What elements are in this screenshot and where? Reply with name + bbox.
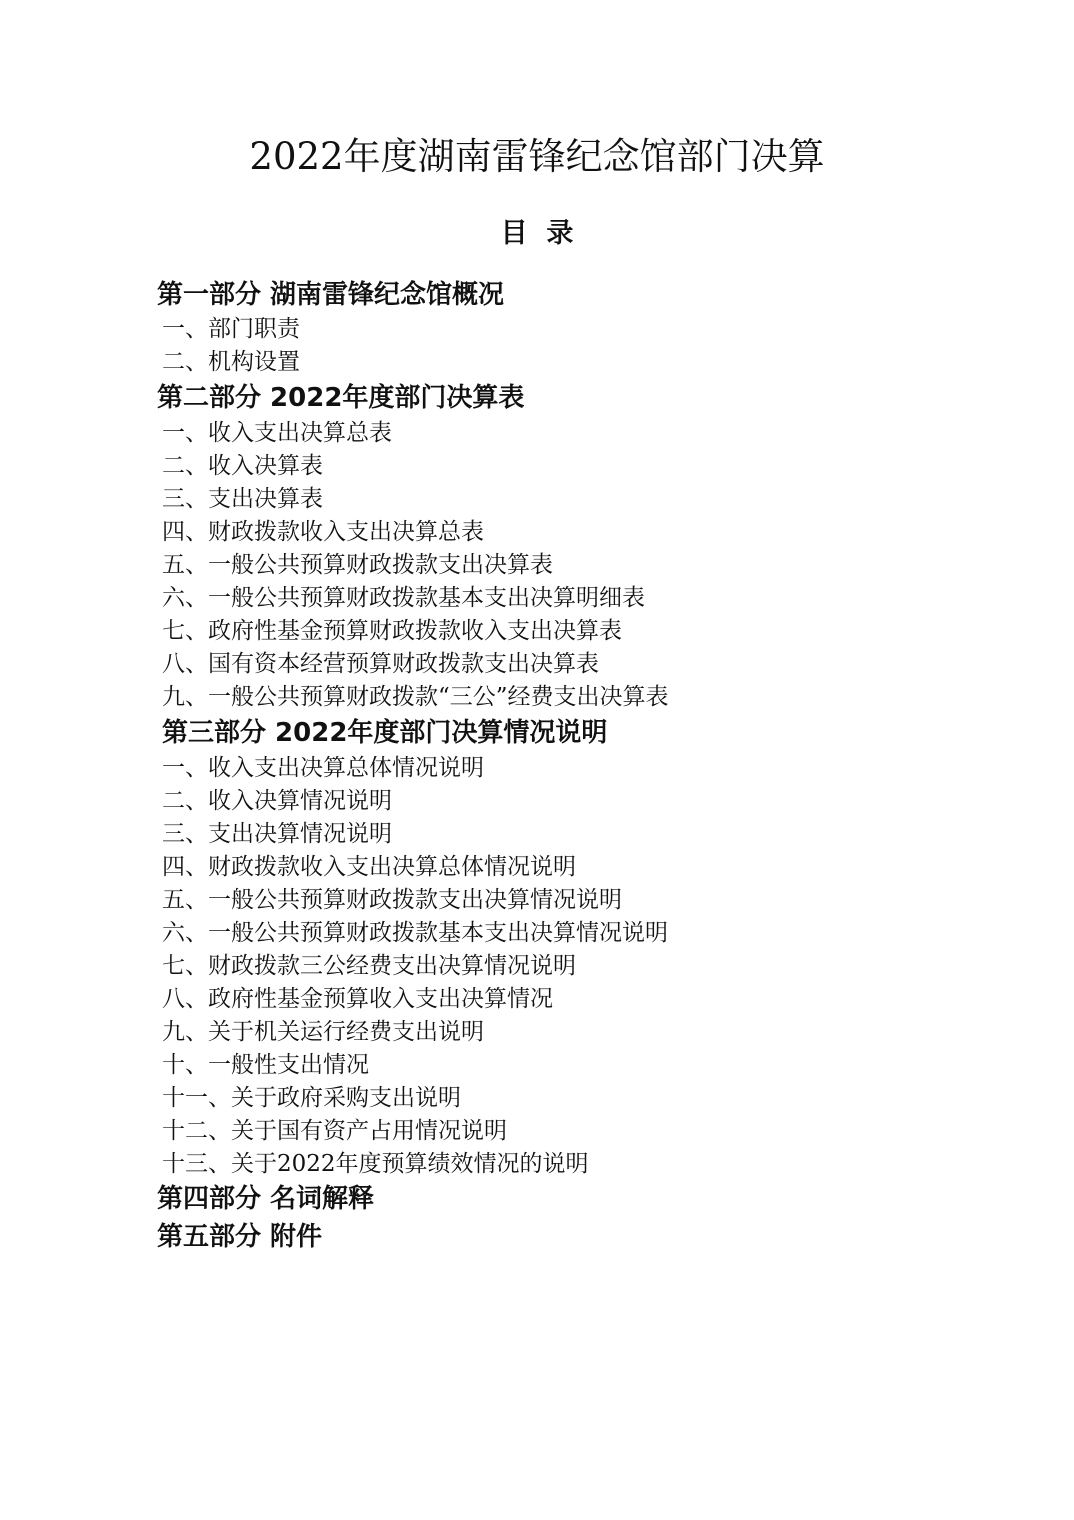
toc-item[interactable]: 五、一般公共预算财政拨款支出决算情况说明 <box>162 887 622 913</box>
toc-item[interactable]: 三、支出决算情况说明 <box>162 821 392 847</box>
document-title: 2022年度湖南雷锋纪念馆部门决算 <box>249 135 825 178</box>
toc-item[interactable]: 八、政府性基金预算收入支出决算情况 <box>162 986 553 1012</box>
toc-item[interactable]: 四、财政拨款收入支出决算总表 <box>162 519 484 545</box>
toc-item[interactable]: 十、一般性支出情况 <box>162 1052 369 1078</box>
toc-item[interactable]: 七、政府性基金预算财政拨款收入支出决算表 <box>162 618 622 644</box>
toc-item[interactable]: 九、一般公共预算财政拨款“三公”经费支出决算表 <box>162 684 669 710</box>
toc-part-4[interactable]: 第四部分 名词解释 <box>157 1184 375 1214</box>
toc-heading: 目 录 <box>500 218 574 249</box>
toc-part-2[interactable]: 第二部分 2022年度部门决算表 <box>157 383 525 413</box>
toc-item[interactable]: 十一、关于政府采购支出说明 <box>162 1085 461 1111</box>
toc-item[interactable]: 一、部门职责 <box>162 316 300 342</box>
toc-part-1[interactable]: 第一部分 湖南雷锋纪念馆概况 <box>157 280 505 310</box>
toc-item[interactable]: 七、财政拨款三公经费支出决算情况说明 <box>162 953 576 979</box>
toc-part-5[interactable]: 第五部分 附件 <box>157 1222 323 1252</box>
toc-item[interactable]: 八、国有资本经营预算财政拨款支出决算表 <box>162 651 599 677</box>
toc-item[interactable]: 九、关于机关运行经费支出说明 <box>162 1019 484 1045</box>
toc-item[interactable]: 三、支出决算表 <box>162 486 323 512</box>
toc-item[interactable]: 五、一般公共预算财政拨款支出决算表 <box>162 552 553 578</box>
toc-item[interactable]: 六、一般公共预算财政拨款基本支出决算明细表 <box>162 585 645 611</box>
toc-item[interactable]: 二、收入决算表 <box>162 453 323 479</box>
toc-item[interactable]: 一、收入支出决算总表 <box>162 420 392 446</box>
toc-item[interactable]: 十二、关于国有资产占用情况说明 <box>162 1118 507 1144</box>
toc-item[interactable]: 一、收入支出决算总体情况说明 <box>162 755 484 781</box>
toc-item[interactable]: 十三、关于2022年度预算绩效情况的说明 <box>162 1151 589 1177</box>
toc-item[interactable]: 二、机构设置 <box>162 349 300 375</box>
toc-item[interactable]: 六、一般公共预算财政拨款基本支出决算情况说明 <box>162 920 668 946</box>
toc-item[interactable]: 四、财政拨款收入支出决算总体情况说明 <box>162 854 576 880</box>
toc-item[interactable]: 二、收入决算情况说明 <box>162 788 392 814</box>
toc-part-3[interactable]: 第三部分 2022年度部门决算情况说明 <box>162 718 608 748</box>
